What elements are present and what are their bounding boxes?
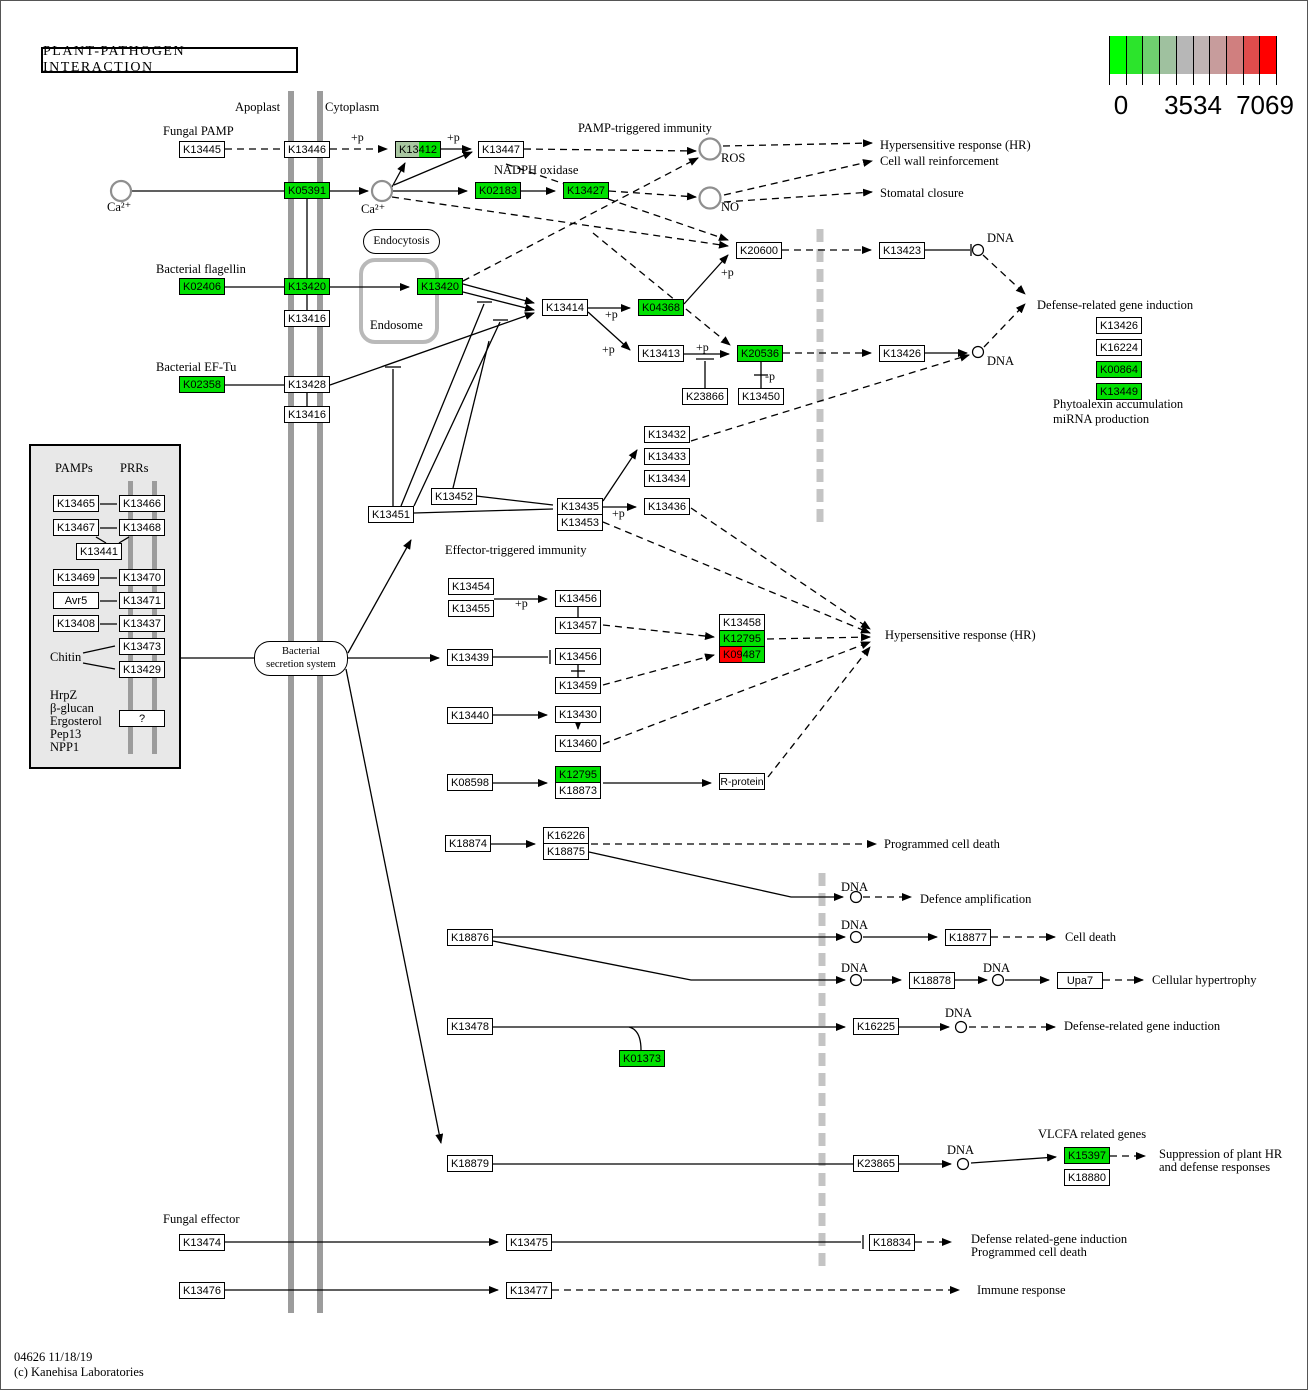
label--p: +p <box>447 130 460 144</box>
label-suppression-of-plant-hr: Suppression of plant HR <box>1159 1147 1283 1161</box>
label-dna: DNA <box>841 961 869 975</box>
node-K13460[interactable]: K13460 <box>555 735 601 752</box>
legend-scale-numbers <box>1109 90 1294 120</box>
label-ergosterol: Ergosterol <box>50 714 102 728</box>
node-K05391[interactable]: K05391 <box>284 182 330 199</box>
node-K13428[interactable]: K13428 <box>284 376 330 393</box>
node-K18876[interactable]: K18876 <box>447 929 493 946</box>
node-K18880[interactable]: K18880 <box>1064 1169 1110 1186</box>
label-prrs: PRRs <box>120 461 149 475</box>
label-ca-: Ca²⁺ <box>107 200 132 214</box>
legend-color-segment <box>1243 36 1260 74</box>
label-endosome: Endosome <box>370 318 423 332</box>
legend-color-segment <box>1227 36 1244 74</box>
dna-circle <box>993 975 1004 986</box>
node-K13420[interactable]: K13420 <box>417 278 463 295</box>
node-K13468[interactable]: K13468 <box>119 519 165 536</box>
label-vlcfa-related-genes: VLCFA related genes <box>1038 1127 1147 1141</box>
label--glucan: β-glucan <box>50 701 94 715</box>
node-K08598[interactable]: K08598 <box>447 774 493 791</box>
node-K13469[interactable]: K13469 <box>53 569 99 586</box>
node-K13451[interactable]: K13451 <box>368 506 414 523</box>
node-K13435[interactable]: K13435 <box>557 498 603 515</box>
legend-color-segment <box>1109 36 1126 74</box>
node-K13474[interactable]: K13474 <box>179 1234 225 1251</box>
label-dna: DNA <box>947 1143 975 1157</box>
label--p: +p <box>515 596 528 610</box>
node-K13434[interactable]: K13434 <box>644 470 690 487</box>
label-stomatal-closure: Stomatal closure <box>880 186 964 200</box>
label-pep13: Pep13 <box>50 727 82 741</box>
label-dna: DNA <box>945 1006 973 1020</box>
node-K13458[interactable]: K13458 <box>719 614 765 631</box>
node-K13412[interactable]: K13412 <box>395 141 441 158</box>
node-K18875[interactable]: K18875 <box>543 843 589 860</box>
dna-circle <box>973 245 984 256</box>
dna-circle <box>958 1159 969 1170</box>
node-K13447[interactable]: K13447 <box>478 141 524 158</box>
node-K13430[interactable]: K13430 <box>555 706 601 723</box>
calcium-circle <box>372 181 392 201</box>
pathway-title: PLANT-PATHOGEN INTERACTION <box>43 44 186 75</box>
node-K13450[interactable]: K13450 <box>738 388 784 405</box>
ros-circle <box>700 139 721 160</box>
legend-gradient-bar <box>1109 36 1277 74</box>
label-dna: DNA <box>841 880 869 894</box>
dna-circle <box>956 1022 967 1033</box>
node-K13437[interactable]: K13437 <box>119 615 165 632</box>
label-dna: DNA <box>983 961 1011 975</box>
node-K13408[interactable]: K13408 <box>53 615 99 632</box>
legend-tick <box>1259 36 1260 85</box>
legend-tick <box>1176 36 1177 85</box>
legend-tick <box>1209 36 1210 85</box>
legend-max: 7069 <box>1236 90 1294 120</box>
label-defense-related-gene-induction: Defense-related gene induction <box>1064 1019 1221 1033</box>
node-K13478[interactable]: K13478 <box>447 1018 493 1035</box>
label-ros: ROS <box>721 151 746 165</box>
legend-color-segment <box>1159 36 1176 74</box>
map-footer <box>14 1350 144 1380</box>
legend-color-segment <box>1210 36 1227 74</box>
node-K13467[interactable]: K13467 <box>53 519 99 536</box>
node-K18878[interactable]: K18878 <box>909 972 955 989</box>
dna-circle <box>851 975 862 986</box>
legend-color-segment <box>1193 36 1210 74</box>
node-K13476[interactable]: K13476 <box>179 1282 225 1299</box>
bss-label-line2: secretion system <box>266 658 336 670</box>
node-K13445[interactable]: K13445 <box>179 141 225 158</box>
node-K13471[interactable]: K13471 <box>119 592 165 609</box>
node-K13441[interactable]: K13441 <box>76 543 122 560</box>
legend-tick <box>1159 36 1160 85</box>
node-K12795[interactable]: K12795 <box>719 630 765 647</box>
node-K13453[interactable]: K13453 <box>557 514 603 531</box>
label-defense-related-gene-induction: Defense related-gene induction <box>971 1232 1128 1246</box>
label-phytoalexin-accumulation: Phytoalexin accumulation <box>1053 397 1184 411</box>
node-K23866[interactable]: K23866 <box>682 388 728 405</box>
label-effector-triggered-immunity: Effector-triggered immunity <box>445 543 587 557</box>
legend-tick <box>1193 36 1194 85</box>
dna-circle <box>973 347 984 358</box>
node-K00864[interactable]: K00864 <box>1096 361 1142 378</box>
node-K20600[interactable]: K20600 <box>736 242 782 259</box>
node-K13440[interactable]: K13440 <box>447 707 493 724</box>
dna-circle <box>851 932 862 943</box>
label-hrpz: HrpZ <box>50 688 78 702</box>
label--p: +p <box>605 307 618 321</box>
legend-tick <box>1109 36 1110 85</box>
node-K18873[interactable]: K18873 <box>555 782 601 799</box>
node-K13473[interactable]: K13473 <box>119 638 165 655</box>
legend-color-segment <box>1176 36 1193 74</box>
node-K04368[interactable]: K04368 <box>638 299 684 316</box>
label--p: -p <box>765 369 775 383</box>
node-K18877[interactable]: K18877 <box>945 929 991 946</box>
node-K13465[interactable]: K13465 <box>53 495 99 512</box>
node-K13432[interactable]: K13432 <box>644 426 690 443</box>
label-mirna-production: miRNA production <box>1053 412 1150 426</box>
node-K18879[interactable]: K18879 <box>447 1155 493 1172</box>
label-pamps: PAMPs <box>55 461 93 475</box>
label-nadph-oxidase: NADPH oxidase <box>494 163 579 177</box>
calcium-circle <box>111 181 131 201</box>
label-dna: DNA <box>987 354 1015 368</box>
label-programmed-cell-death: Programmed cell death <box>884 837 1000 851</box>
copyright: (c) Kanehisa Laboratories <box>14 1364 144 1379</box>
node-K13423[interactable]: K13423 <box>879 242 925 259</box>
node-K16226[interactable]: K16226 <box>543 827 589 844</box>
node-K13457[interactable]: K13457 <box>555 617 601 634</box>
label-hypersensitive-response-hr-: Hypersensitive response (HR) <box>885 628 1036 642</box>
legend-tick <box>1142 36 1143 85</box>
connector-lines <box>1 1 1308 1390</box>
bacterial-secretion-system-box <box>254 641 348 676</box>
node-K12795[interactable]: K12795 <box>555 766 601 783</box>
node-Avr5[interactable]: Avr5 <box>53 592 99 609</box>
node-K13454[interactable]: K13454 <box>448 578 494 595</box>
label-cytoplasm: Cytoplasm <box>325 100 380 114</box>
node-K15397[interactable]: K15397 <box>1064 1147 1110 1164</box>
legend-color-segment <box>1143 36 1160 74</box>
node-?[interactable]: ? <box>119 710 165 727</box>
node-K01373[interactable]: K01373 <box>619 1050 665 1067</box>
node-K13414[interactable]: K13414 <box>542 299 588 316</box>
node-K20536[interactable]: K20536 <box>737 345 783 362</box>
endocytosis-label: Endocytosis <box>373 234 430 247</box>
legend-mid: 3534 <box>1164 90 1222 120</box>
node-K13470[interactable]: K13470 <box>119 569 165 586</box>
node-K16224[interactable]: K16224 <box>1096 339 1142 356</box>
map-id-date: 04626 11/18/19 <box>14 1350 93 1364</box>
label-programmed-cell-death: Programmed cell death <box>971 1245 1087 1259</box>
legend-tick <box>1126 36 1127 85</box>
label-bacterial-ef-tu: Bacterial EF-Tu <box>156 360 237 374</box>
legend-color-segment <box>1126 36 1143 74</box>
label-defense-related-gene-induction: Defense-related gene induction <box>1037 298 1194 312</box>
node-K13416[interactable]: K13416 <box>284 406 330 423</box>
bss-label-line1: Bacterial <box>282 645 320 657</box>
label-dna: DNA <box>841 918 869 932</box>
legend-tick <box>1276 36 1277 85</box>
label-fungal-effector: Fungal effector <box>163 1212 240 1226</box>
node-K13429[interactable]: K13429 <box>119 661 165 678</box>
label--p: +p <box>696 340 709 354</box>
node-K13416[interactable]: K13416 <box>284 310 330 327</box>
no-circle <box>700 188 721 209</box>
node-K13466[interactable]: K13466 <box>119 495 165 512</box>
legend-tick <box>1243 36 1244 85</box>
label--p: +p <box>721 265 734 279</box>
node-K13456[interactable]: K13456 <box>555 648 601 665</box>
endocytosis-box <box>363 229 440 254</box>
node-K13449[interactable]: K13449 <box>1096 383 1142 400</box>
label-ca-: Ca²⁺ <box>361 202 386 216</box>
node-K13475[interactable]: K13475 <box>506 1234 552 1251</box>
solid-lines <box>83 191 971 1249</box>
node-K13427[interactable]: K13427 <box>563 182 609 199</box>
node-K13413[interactable]: K13413 <box>638 345 684 362</box>
node-K23865[interactable]: K23865 <box>853 1155 899 1172</box>
node-K13446[interactable]: K13446 <box>284 141 330 158</box>
label--p: +p <box>351 130 364 144</box>
label-and-defense-responses: and defense responses <box>1159 1160 1271 1174</box>
node-K13456[interactable]: K13456 <box>555 590 601 607</box>
label-cell-wall-reinforcement: Cell wall reinforcement <box>880 154 999 168</box>
label--p: +p <box>612 506 625 520</box>
legend-min: 0 <box>1113 90 1129 120</box>
label-cellular-hypertrophy: Cellular hypertrophy <box>1152 973 1257 987</box>
label-no: NO <box>721 200 740 214</box>
label-pamp-triggered-immunity: PAMP-triggered immunity <box>578 121 712 135</box>
node-K13439[interactable]: K13439 <box>447 649 493 666</box>
node-K13477[interactable]: K13477 <box>506 1282 552 1299</box>
node-K13426[interactable]: K13426 <box>879 345 925 362</box>
label--p: +p <box>602 342 615 356</box>
node-K02358[interactable]: K02358 <box>179 376 225 393</box>
node-K13436[interactable]: K13436 <box>644 498 690 515</box>
node-K13455[interactable]: K13455 <box>448 600 494 617</box>
label-chitin: Chitin <box>50 650 82 664</box>
node-K09487[interactable]: K09487 <box>719 646 765 663</box>
node-K13420[interactable]: K13420 <box>284 278 330 295</box>
label-defence-amplification: Defence amplification <box>920 892 1032 906</box>
node-K16225[interactable]: K16225 <box>853 1018 899 1035</box>
label-immune-response: Immune response <box>977 1283 1066 1297</box>
pathway-title-box <box>41 44 298 75</box>
label-fungal-pamp: Fungal PAMP <box>163 124 234 138</box>
solid-arrows <box>225 149 1056 1290</box>
label-bacterial-flagellin: Bacterial flagellin <box>156 262 246 276</box>
node-Upa7[interactable]: Upa7 <box>1057 972 1103 989</box>
label-apoplast: Apoplast <box>235 100 281 114</box>
label-cell-death: Cell death <box>1065 930 1117 944</box>
node-K18834[interactable]: K18834 <box>869 1234 915 1251</box>
legend-tick <box>1226 36 1227 85</box>
nuclear-membrane <box>820 229 822 1269</box>
label-npp1: NPP1 <box>50 740 80 754</box>
label-hypersensitive-response-hr-: Hypersensitive response (HR) <box>880 138 1031 152</box>
node-K02183[interactable]: K02183 <box>475 182 521 199</box>
node-R-protein[interactable]: R-protein <box>719 773 765 790</box>
node-K02406[interactable]: K02406 <box>179 278 225 295</box>
node-K13426[interactable]: K13426 <box>1096 317 1142 334</box>
node-K13452[interactable]: K13452 <box>431 488 477 505</box>
expression-color-legend <box>1109 36 1294 120</box>
label-dna: DNA <box>987 231 1015 245</box>
node-K13459[interactable]: K13459 <box>555 677 601 694</box>
legend-color-segment <box>1260 36 1277 74</box>
node-K18874[interactable]: K18874 <box>445 835 491 852</box>
node-K13433[interactable]: K13433 <box>644 448 690 465</box>
